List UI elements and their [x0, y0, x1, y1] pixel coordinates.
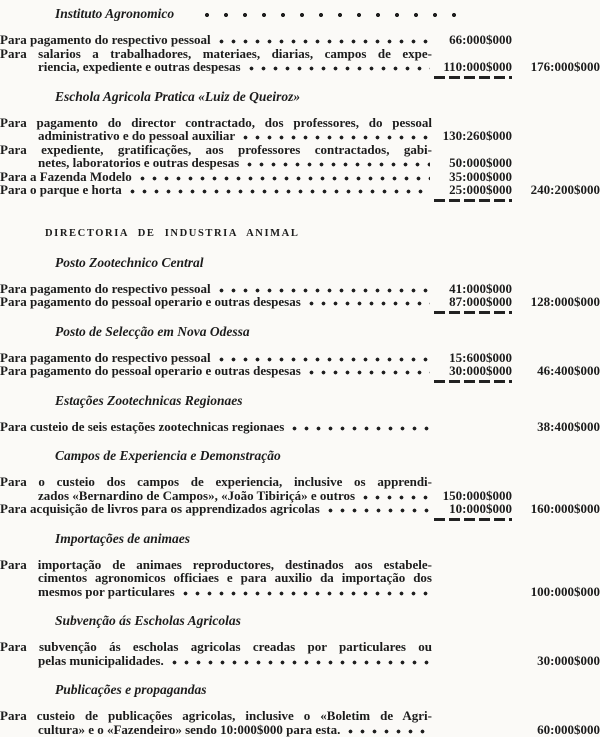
section-heading: [0, 325, 462, 339]
entry-text: Para custeio de seis estações zootechnicas regionaes: [0, 418, 285, 434]
budget-entry-row: [0, 282, 600, 296]
entry-text: Para a Fazenda Modelo: [0, 168, 132, 184]
entry-text-line: Para subvenção ás escholas agricolas creadas por particulares ou: [0, 639, 432, 654]
amount-total-cell: [512, 183, 600, 197]
amount-subtotal: 130:260$000: [442, 128, 512, 143]
entry-description: [0, 170, 432, 184]
entry-text-line: Para custeio de publicações agricolas, inclusive o «Boletim de Agri-: [0, 708, 432, 723]
amount-total: 46:400$000: [537, 363, 600, 378]
dot-leader-icon: [309, 370, 430, 375]
entry-text-line: [0, 654, 432, 668]
entry-text-line: Para o custeio dos campos de experiencia, inclusive os apprendi-: [0, 474, 432, 489]
amount-subtotal: 150:000$000: [442, 487, 512, 503]
section-heading: [0, 614, 462, 628]
subtotal-rule: [434, 380, 512, 383]
entry-text-line: Para salarios a trabalhadores, materiaes, diarias, campos de expe-: [0, 45, 432, 61]
entry-description: [0, 364, 432, 378]
entry-text: Para pagamento do pessoal operario e outras despesas: [0, 294, 301, 309]
amount-total-cell: [512, 420, 600, 434]
budget-entry-row: [0, 143, 600, 170]
entry-description: [0, 47, 432, 74]
dot-leader-icon: [219, 357, 430, 362]
section-heading: [0, 394, 462, 408]
entry-text-line: [0, 156, 432, 170]
amount-total: 160:000$000: [530, 501, 600, 516]
amount-total-cell: [512, 723, 600, 737]
amount-subtotal: 15:600$000: [449, 349, 512, 365]
section-heading: [0, 7, 462, 21]
entry-text-line: Para importação de animaes reproductores, destinados aos estabele-: [0, 556, 432, 572]
amount-total-cell: [512, 364, 600, 378]
amount-subtotal: 10:000$000: [449, 501, 512, 516]
entry-text: Para pagamento do respectivo pessoal: [0, 349, 211, 365]
entry-text-line: [0, 170, 432, 184]
amount-total-cell: [512, 60, 600, 74]
entry-description: [0, 475, 432, 502]
entry-text-line: Para expediente, gratificações, aos professores contractados, gabi-: [0, 141, 432, 157]
dot-leader-icon: [243, 135, 430, 140]
amount-subtotal-cell: [432, 282, 512, 296]
entry-text: riencia, expediente e outras despesas: [38, 59, 241, 74]
entry-text: Para pagamento do pessoal operario e outras despesas: [0, 363, 301, 378]
entry-text-line: Para pagamento do director contractado, dos professores, do pessoal: [0, 114, 432, 130]
amount-subtotal: 30:000$000: [449, 363, 512, 378]
entry-description: [0, 295, 432, 309]
budget-entry-row: [0, 170, 600, 184]
budget-entry-row: [0, 351, 600, 365]
budget-entry-row: [0, 47, 600, 74]
entry-text-line: [0, 351, 432, 365]
dot-leader-icon: [348, 729, 430, 734]
section-heading-label: Subvenção ás Escholas Agricolas: [55, 613, 241, 628]
dot-leader-icon: [130, 189, 430, 194]
amount-subtotal: 87:000$000: [449, 294, 512, 309]
dot-leader-icon: [172, 660, 430, 665]
amount-subtotal: 66:000$000: [449, 32, 512, 47]
dot-leader-icon: [219, 288, 430, 293]
budget-entry-row: [0, 295, 600, 309]
section-heading-label: Posto Zootechnico Central: [55, 254, 204, 270]
amount-total: 128:000$000: [530, 294, 600, 309]
section-heading: [0, 449, 462, 463]
section-heading: [0, 256, 462, 270]
amount-subtotal-cell: [432, 170, 512, 184]
entry-description: [0, 420, 432, 434]
subtotal-rule: [434, 518, 512, 521]
section-heading-label: Estações Zootechnicas Regionaes: [55, 392, 243, 408]
entry-text-line: [0, 183, 432, 197]
section-heading: [0, 532, 462, 546]
amount-total: 240:200$000: [530, 182, 600, 197]
amount-subtotal: 41:000$000: [449, 280, 512, 296]
dot-leader-icon: [183, 591, 430, 596]
amount-subtotal-cell: [432, 502, 512, 516]
amount-total-cell: [512, 654, 600, 668]
entry-description: [0, 33, 432, 47]
dot-leader-icon: [204, 12, 458, 18]
entry-description: [0, 183, 432, 197]
entry-description: [0, 116, 432, 143]
section-heading-label: Campos de Experiencia e Demonstração: [55, 448, 281, 463]
entry-text-line: [0, 33, 432, 47]
budget-entry-row: [0, 502, 600, 516]
entry-text-line: [0, 295, 432, 309]
entry-text-line: cimentos agronomicos officiaes e para auxilio da importação dos: [38, 570, 432, 585]
budget-entry-row: [0, 364, 600, 378]
dot-leader-icon: [309, 301, 430, 306]
dot-leader-icon: [249, 66, 430, 71]
amount-subtotal-cell: [432, 364, 512, 378]
entry-text-line: [0, 282, 432, 296]
entry-text: Para acquisição de livros para os apprendizados agricolas: [0, 501, 320, 516]
budget-entry-row: [0, 33, 600, 47]
dot-leader-icon: [247, 162, 430, 167]
entry-text: Para pagamento do respectivo pessoal: [0, 32, 211, 47]
entry-text-line: [0, 585, 432, 599]
entry-text: Para o parque e horta: [0, 182, 122, 197]
amount-total: 30:000$000: [537, 652, 600, 668]
amount-total: 176:000$000: [530, 59, 600, 74]
section-heading-label: Publicações e propagandas: [55, 682, 207, 697]
entry-description: [0, 282, 432, 296]
amount-subtotal-cell: [432, 156, 512, 170]
entry-text: Para pagamento do respectivo pessoal: [0, 280, 211, 296]
budget-entry-row: [0, 558, 600, 599]
amount-subtotal: 110:000$000: [443, 59, 512, 74]
subtotal-rule: [434, 76, 512, 79]
budget-entry-row: [0, 640, 600, 667]
subtotal-rule: [434, 199, 512, 202]
entry-text-line: [0, 420, 432, 434]
entry-description: [0, 502, 432, 516]
budget-entry-row: [0, 183, 600, 197]
entry-text-line: [0, 489, 432, 503]
entry-text-line: [0, 364, 432, 378]
section-heading: [0, 227, 600, 240]
amount-total-cell: [512, 295, 600, 309]
section-heading-label: Eschola Agricola Pratica «Luiz de Queiroz»: [55, 88, 301, 104]
amount-subtotal-cell: [432, 60, 512, 74]
amount-subtotal-cell: [432, 183, 512, 197]
amount-total: 38:400$000: [537, 418, 600, 434]
amount-subtotal: 50:000$000: [449, 155, 512, 170]
amount-total: 100:000$000: [530, 583, 600, 599]
section-heading: [0, 90, 462, 104]
entry-text: administrativo e do pessoal auxiliar: [38, 128, 236, 143]
amount-subtotal: 35:000$000: [449, 168, 512, 184]
section-heading-label: DIRECTORIA DE INDUSTRIA ANIMAL: [45, 227, 300, 239]
dot-leader-icon: [219, 39, 430, 44]
amount-subtotal-cell: [432, 33, 512, 47]
entry-description: [0, 143, 432, 170]
entry-text: pelas municipalidades.: [38, 652, 164, 668]
dot-leader-icon: [363, 495, 430, 500]
entry-text-line: [0, 502, 432, 516]
amount-subtotal-cell: [432, 129, 512, 143]
budget-entry-row: [0, 116, 600, 143]
budget-entry-row: [0, 475, 600, 502]
budget-entry-row: [0, 420, 600, 434]
amount-subtotal-cell: [432, 351, 512, 365]
dot-leader-icon: [292, 426, 430, 431]
entry-text: zados «Bernardino de Campos», «João Tibiriçá» e outros: [38, 487, 356, 503]
amount-total: 60:000$000: [537, 721, 600, 737]
entry-text: netes, laboratorios e outras despesas: [38, 155, 240, 170]
entry-text-line: [0, 60, 432, 74]
amount-subtotal-cell: [432, 489, 512, 503]
section-heading-label: Instituto Agronomico: [55, 6, 175, 21]
entry-description: [0, 351, 432, 365]
entry-text: mesmos por particulares: [38, 583, 175, 599]
dot-leader-icon: [140, 176, 430, 181]
subtotal-rule: [434, 311, 512, 314]
entry-text-line: [0, 129, 432, 143]
section-heading-label: Importações de animaes: [55, 530, 190, 546]
amount-subtotal-cell: [432, 295, 512, 309]
entry-description: [0, 558, 432, 599]
entry-description: [0, 640, 432, 667]
amount-subtotal: 25:000$000: [449, 182, 512, 197]
section-heading: [0, 683, 462, 697]
entry-text: cultura» e o «Fazendeiro» sendo 10:000$000 para esta.: [38, 721, 341, 737]
dot-leader-icon: [328, 508, 430, 513]
amount-total-cell: [512, 502, 600, 516]
entry-text-line: [0, 723, 432, 737]
amount-total-cell: [512, 585, 600, 599]
section-heading-label: Posto de Selecção em Nova Odessa: [55, 323, 250, 339]
